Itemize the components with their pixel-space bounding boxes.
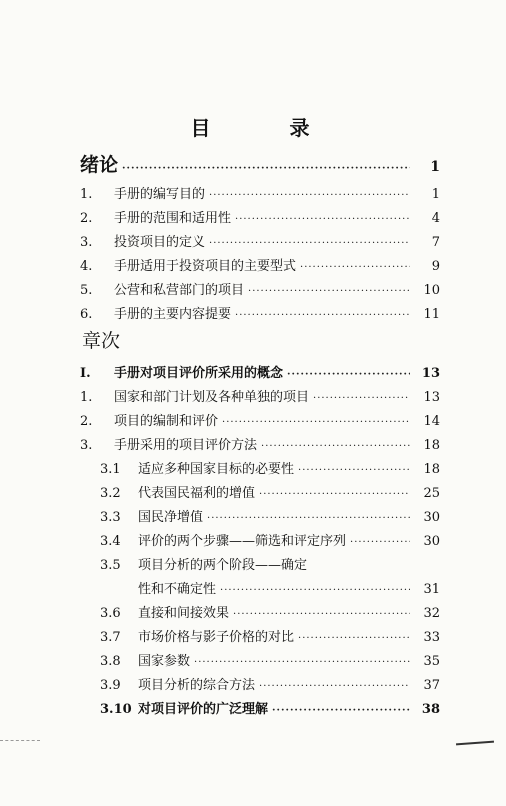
toc-entry-number: 1. [80, 187, 93, 202]
toc-entry-page: 13 [421, 366, 440, 381]
toc-entry-page: 9 [431, 259, 440, 274]
toc-entry-number: 3.10 [100, 702, 132, 717]
toc-entry-page: 13 [423, 390, 440, 405]
toc-entry-label: 项目的编制和评价 [114, 414, 219, 429]
leader-dots [209, 190, 410, 201]
leader-dots [313, 393, 410, 404]
toc-entry-number: 3. [80, 235, 93, 250]
toc-entry-number: 3.9 [100, 678, 121, 693]
toc-entry-label: 市场价格与影子价格的对比 [138, 630, 295, 645]
leader-dots [272, 705, 410, 716]
toc-entry-page: 18 [423, 462, 440, 477]
leader-dots [209, 238, 410, 249]
scan-mark [0, 740, 40, 741]
toc-entry-number: 3.8 [100, 654, 121, 669]
toc-entry-label: 直接和间接效果 [138, 606, 230, 621]
toc-subentry[interactable] [100, 674, 440, 696]
leader-dots [122, 163, 410, 174]
toc-entry[interactable] [80, 183, 440, 205]
toc-entry-number: 6. [80, 307, 93, 322]
toc-entry-page: 18 [423, 438, 440, 453]
toc-entry[interactable] [80, 207, 440, 229]
leader-dots [259, 489, 410, 500]
toc-entry-page: 7 [431, 235, 440, 250]
toc-entry-number: 5. [80, 283, 93, 298]
page-title: 目 录 [190, 116, 346, 140]
toc-subentry-continuation[interactable] [138, 578, 440, 600]
toc-entry-label: 手册的范围和适用性 [114, 211, 232, 226]
leader-dots [298, 633, 410, 644]
toc-subentry[interactable] [100, 506, 440, 528]
toc-entry-number: 3.2 [100, 486, 121, 501]
scan-mark [456, 741, 494, 746]
toc-entry-chapter[interactable] [80, 362, 440, 384]
toc-entry-page: 25 [423, 486, 440, 501]
toc-entry-page: 38 [421, 702, 440, 717]
toc-entry-page: 11 [423, 307, 440, 322]
toc-subentry[interactable] [100, 530, 440, 552]
toc-entry-number: 3.1 [100, 462, 121, 477]
toc-entry-label: 手册适用于投资项目的主要型式 [114, 259, 297, 274]
toc-entry-page: 35 [423, 654, 440, 669]
toc-entry-label: 代表国民福利的增值 [138, 486, 256, 501]
toc-entry-number: 4. [80, 259, 93, 274]
leader-dots [194, 657, 410, 668]
toc-entry-page: 1 [430, 159, 440, 175]
toc-subentry[interactable] [100, 482, 440, 504]
leader-dots [300, 262, 410, 273]
leader-dots [207, 513, 410, 524]
toc-entry-number: 1. [80, 390, 93, 405]
toc-entry-page: 37 [423, 678, 440, 693]
toc-entry-label: 手册的主要内容提要 [114, 307, 232, 322]
toc-subentry[interactable] [100, 650, 440, 672]
toc-entry-number: 3.7 [100, 630, 121, 645]
toc-entry-label: 国民净增值 [138, 510, 204, 525]
toc-entry-page: 30 [423, 534, 440, 549]
toc-entry-label: 评价的两个步骤——筛选和评定序列 [138, 534, 347, 549]
toc-entry-page: 10 [423, 283, 440, 298]
toc-entry-number: 3.5 [100, 558, 121, 573]
toc-subentry[interactable] [100, 458, 440, 480]
toc-entry-label: 投资项目的定义 [114, 235, 206, 250]
toc-entry-number: 2. [80, 414, 93, 429]
toc-entry-label: 国家和部门计划及各种单独的项目 [114, 390, 310, 405]
toc-entry-label: 手册的编写目的 [114, 187, 206, 202]
toc-entry-page: 33 [423, 630, 440, 645]
leader-dots [235, 310, 410, 321]
toc-entry-label: 手册对项目评价所采用的概念 [114, 366, 284, 381]
leader-dots [220, 585, 410, 596]
toc-subentry[interactable] [100, 698, 440, 720]
leader-dots [287, 369, 410, 380]
leader-dots [298, 465, 410, 476]
toc-entry-page: 30 [423, 510, 440, 525]
toc-entry-number: 3.4 [100, 534, 121, 549]
toc-entry-label: 国家参数 [138, 654, 191, 669]
chapters-heading: 章次 [82, 330, 121, 352]
toc-subentry[interactable] [100, 626, 440, 648]
leader-dots [350, 537, 410, 548]
toc-entry-label: 绪论 [80, 154, 119, 176]
toc-entry-label: 项目分析的综合方法 [138, 678, 256, 693]
leader-dots [248, 286, 410, 297]
toc-entry-number: 3.6 [100, 606, 121, 621]
toc-entry-intro[interactable] [80, 150, 440, 176]
toc-subentry[interactable] [100, 602, 440, 624]
toc-subentry[interactable] [100, 554, 440, 576]
toc-entry-number: I. [80, 366, 91, 381]
toc-entry-number: 3. [80, 438, 93, 453]
toc-entry[interactable] [80, 279, 440, 301]
toc-entry-label: 项目分析的两个阶段——确定 [138, 558, 308, 573]
toc-entry-label: 对项目评价的广泛理解 [138, 702, 269, 717]
toc-entry[interactable] [80, 231, 440, 253]
toc-entry[interactable] [80, 386, 440, 408]
toc-entry-label: 性和不确定性 [138, 582, 217, 597]
toc-entry-number: 2. [80, 211, 93, 226]
leader-dots [261, 441, 410, 452]
toc-entry[interactable] [80, 303, 440, 325]
leader-dots [233, 609, 410, 620]
toc-entry-label: 公营和私营部门的项目 [114, 283, 245, 298]
leader-dots [222, 417, 410, 428]
toc-entry-page: 4 [431, 211, 440, 226]
toc-entry[interactable] [80, 410, 440, 432]
toc-entry-page: 14 [423, 414, 440, 429]
toc-entry-page: 32 [423, 606, 440, 621]
leader-dots [235, 214, 410, 225]
leader-dots [259, 681, 410, 692]
toc-entry-number: 3.3 [100, 510, 121, 525]
toc-entry-label: 手册采用的项目评价方法 [114, 438, 258, 453]
toc-entry[interactable] [80, 255, 440, 277]
toc-entry-page: 1 [431, 187, 440, 202]
toc-entry-page: 31 [423, 582, 440, 597]
toc-entry-label: 适应多种国家目标的必要性 [138, 462, 295, 477]
toc-entry[interactable] [80, 434, 440, 456]
